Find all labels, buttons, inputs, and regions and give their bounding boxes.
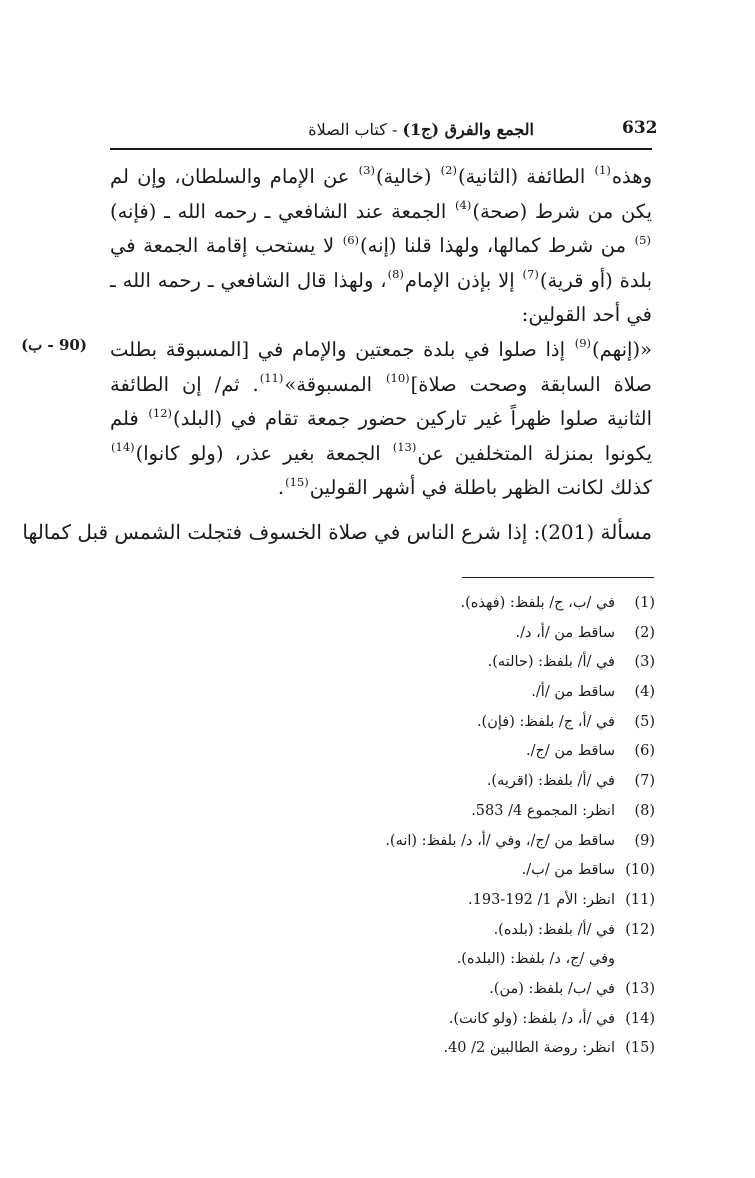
footnote-text: في /أ، د/ بلفظ: (ولو كانت). — [448, 1010, 615, 1027]
footnote-number: (2) — [634, 624, 655, 641]
footnote-ref-15: (15) — [285, 474, 309, 489]
main-text — [110, 160, 652, 506]
footnote — [110, 678, 655, 708]
footnote — [110, 886, 655, 916]
text-run: إذا صلوا في بلدة جمعتين والإمام في [المسبوقة بطلت صلاة السابقة وصحت صلاة] — [110, 337, 652, 396]
footnote-number: (5) — [634, 713, 655, 730]
paragraph-2 — [110, 333, 652, 506]
footnote-ref-12: (12) — [148, 405, 173, 420]
footnote-ref-10: (10) — [386, 370, 410, 385]
text-run: ، ولهذا قال الشافعي ـ رحمه الله ـ في أحد القولين: — [110, 268, 652, 327]
footnote-text: في /أ/ بلفظ: (اقريه). — [486, 773, 615, 790]
title-separator: - — [386, 120, 403, 139]
text-run: وهذه — [611, 165, 652, 188]
footnotes — [110, 589, 655, 1064]
footnote — [110, 619, 655, 649]
footnote — [110, 827, 655, 857]
footnote — [110, 737, 655, 767]
running-title — [308, 120, 534, 139]
text-run: كذلك لكانت الظهر باطلة في أشهر القولين — [309, 476, 652, 500]
footnote-number: (4) — [634, 684, 655, 701]
footnote-ref-5: (5) — [634, 232, 651, 247]
footnote — [110, 767, 655, 797]
text-run: من شرط كمالها، ولهذا قلنا (إنه) — [360, 234, 634, 258]
footnote-ref-14: (14) — [111, 440, 135, 455]
page-number: 632 — [622, 118, 658, 138]
footnote — [110, 589, 655, 619]
footnote-number: (7) — [634, 773, 655, 790]
footnote-number: (8) — [634, 802, 655, 819]
footnote-text: وفي /ج، د/ بلفظ: (البلده). — [456, 951, 615, 968]
footnote — [110, 1034, 655, 1064]
text-run: لا يستحب إقامة الجمعة في بلدة (أو قرية) — [110, 234, 653, 292]
section-heading: مسألة (201): إذا شرع الناس في صلاة الخسوف فتجلت الشمس قبل كمالها — [22, 520, 652, 544]
page-header — [110, 110, 658, 150]
chapter-title: كتاب الصلاة — [308, 120, 387, 139]
footnote-continuation — [110, 945, 655, 975]
text-run: . ثم/ إن الطائفة الثانية صلوا ظهراً غير تاركين حضور جمعة تقام في (البلد) — [110, 372, 652, 431]
footnote — [110, 648, 655, 678]
book-title: الجمع والفرق (ج1) — [402, 120, 534, 139]
footnote-number: (6) — [634, 743, 655, 760]
footnote-ref-3: (3) — [358, 163, 375, 178]
footnote-number: (10) — [625, 862, 655, 879]
footnote — [110, 916, 655, 946]
manuscript-folio-marker: (90 - ب) — [21, 336, 87, 354]
footnote-ref-1: (1) — [594, 163, 611, 178]
footnote-ref-4: (4) — [455, 197, 472, 212]
footnote — [110, 975, 655, 1005]
footnote-number: (1) — [634, 595, 655, 611]
footnote — [110, 856, 655, 886]
footnote-text: ساقط من /أ، د/. — [515, 624, 615, 641]
footnote — [110, 1005, 655, 1035]
footnote-ref-11: (11) — [259, 370, 284, 385]
footnote-number: (11) — [625, 891, 655, 908]
header-divider — [110, 148, 652, 150]
footnote-text: ساقط من /ج/، وفي /أ، د/ بلفظ: (انه). — [385, 832, 615, 849]
text-run: . — [277, 476, 285, 500]
footnote — [110, 708, 655, 738]
footnote-ref-7: (7) — [522, 267, 539, 282]
text-run: الجمعة عند الشافعي ـ رحمه الله ـ (فإنه) — [110, 199, 455, 223]
text-run: الطائفة (الثانية) — [457, 165, 594, 188]
footnote-number: (12) — [625, 921, 655, 938]
footnote — [110, 797, 655, 827]
footnote-ref-6: (6) — [342, 232, 360, 247]
footnote-number: (3) — [634, 654, 655, 671]
footnote-ref-2: (2) — [440, 163, 457, 178]
footnote-ref-8: (8) — [387, 267, 404, 282]
footnote-ref-13: (13) — [392, 440, 417, 455]
footnote-text: في /أ/ بلفظ: (حالته). — [487, 654, 615, 671]
footnote-text: في /أ، ج/ بلفظ: (فإن). — [476, 713, 615, 730]
footnote-number: (15) — [625, 1040, 655, 1057]
footnote-text: انظر: الأم 1/ 192-193. — [468, 891, 615, 908]
text-run: (خالية) — [375, 165, 440, 188]
footnote-number: (14) — [625, 1010, 655, 1027]
footnote-number: (9) — [634, 832, 655, 849]
footnote-number: (13) — [625, 980, 655, 997]
footnote-text: ساقط من /أ/. — [531, 684, 615, 701]
text-run: إلا بإذن الإمام — [404, 268, 522, 292]
text-run: الجمعة بغير عذر، (ولو كانوا) — [135, 441, 392, 465]
footnote-text: ساقط من /ج/. — [525, 743, 615, 760]
text-run: عن الإمام والسلطان، وإن لم يكن من شرط (صحة) — [110, 165, 653, 223]
text-run: «(إنهم) — [592, 337, 652, 361]
footnote-text: ساقط من /ب/. — [521, 862, 615, 879]
paragraph-1 — [110, 160, 652, 333]
footnote-text: في /ب/ بلفظ: (من). — [489, 980, 615, 997]
footnote-ref-9: (9) — [574, 336, 592, 351]
footnote-text: في /أ/ بلفظ: (بلده). — [493, 921, 615, 938]
footnote-text: انظر: روضة الطالبين 2/ 40. — [443, 1040, 615, 1057]
text-run: فلم يكونوا بمنزلة المتخلفين عن — [110, 407, 652, 465]
footnote-text: انظر: المجموع 4/ 583. — [471, 802, 615, 819]
footnote-text: في /ب، ج/ بلفظ: (فهذه). — [460, 595, 615, 611]
footnote-divider — [462, 577, 654, 578]
text-run: المسبوقة» — [284, 372, 385, 396]
